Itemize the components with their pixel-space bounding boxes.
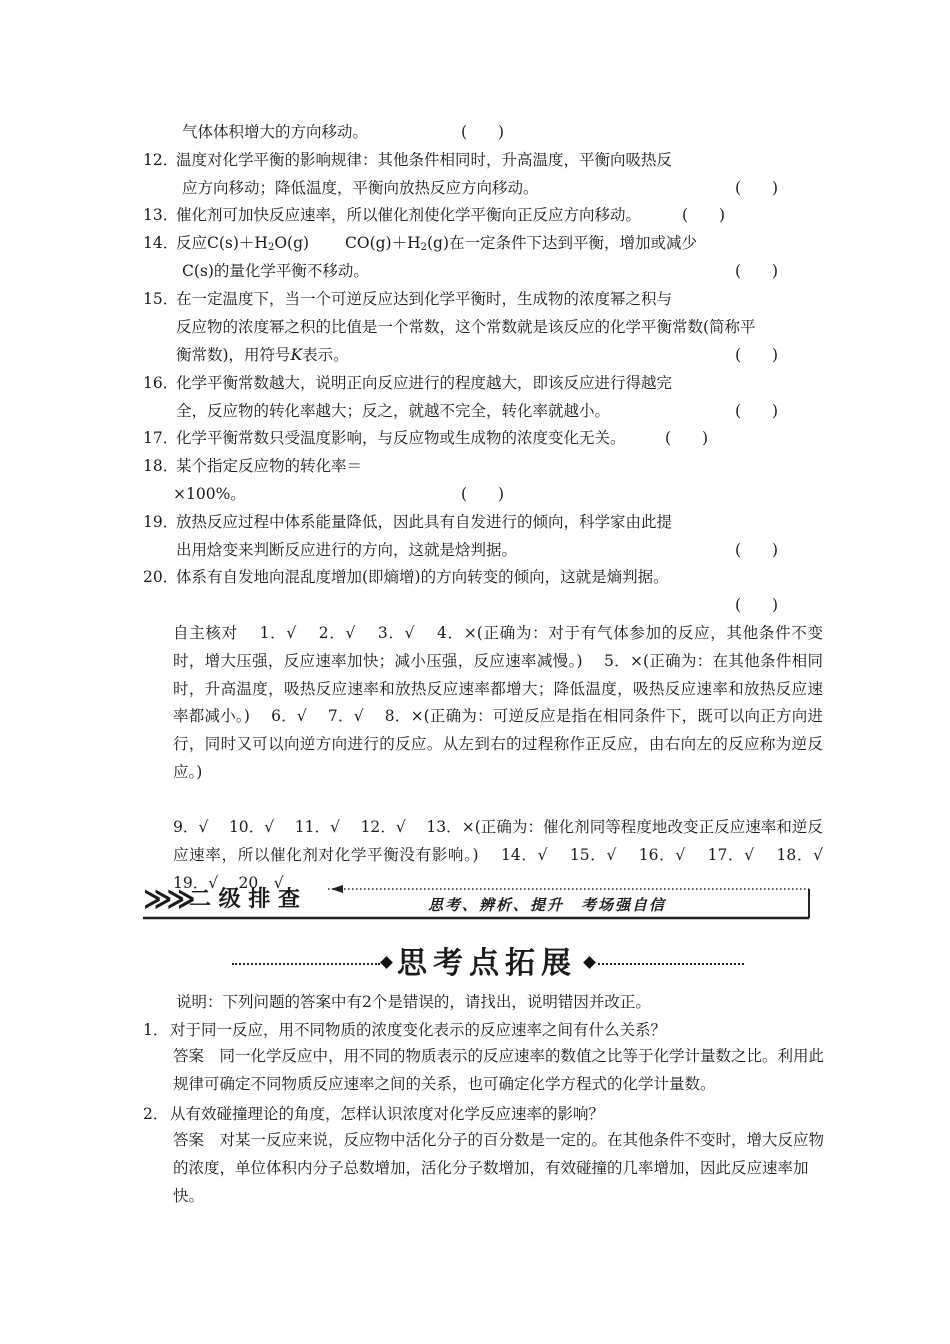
- item-18-number: 18．: [143, 457, 179, 475]
- question-1-text: 对于同一反应，用不同物质的浓度变化表示的反应速率之间有什么关系？: [170, 1021, 667, 1039]
- section-title: 思考点拓展: [397, 946, 577, 981]
- item-18-line-2: ×100%。: [173, 485, 246, 503]
- section-banner: [143, 882, 813, 920]
- item-14-condition: (g)在一定条件下达到平衡，增加或减少: [426, 234, 698, 252]
- item-14-reactant-water: O(g): [274, 234, 310, 252]
- item-19-line-2: 出用焓变来判断反应进行的方向，这就是焓判据。: [176, 541, 518, 559]
- item-15-line-1: 在一定温度下，当一个可逆反应达到化学平衡时，生成物的浓度幂之积与: [176, 290, 673, 308]
- item-13-number: 13．: [143, 206, 179, 224]
- answer-bracket-14: ( ): [735, 262, 779, 280]
- answer-bracket-17: ( ): [665, 429, 709, 447]
- answer-bracket-16: ( ): [735, 402, 779, 420]
- item-11-line-2: 气体体积增大的方向移动。: [182, 123, 369, 141]
- answer-bracket-13: ( ): [682, 206, 726, 224]
- answer-key-block-1: 自主核对 1．√ 2．√ 3．√ 4．×(正确为：对于有气体参加的反应，其他条件不变时，增大压强，反应速率加快；减小压强，反应速率减慢。) 5．×(正确为：在其他条件相同时，升高温度，吸热反应速率和放热反应速率都增大；降低温度，吸热反应速率和放热反应速率都减小。) 6．√ 7．√ 8．×(正确为：可逆反应是指在相同条件下，既可以向正方向进行，同时又可以向逆方向进行的反应。从左到右的过程称作正反应，由右向左的反应称为逆反应。): [173, 624, 823, 781]
- item-18-line-1: 某个指定反应物的转化率＝: [176, 457, 363, 475]
- title-dotted-line-right: [598, 963, 744, 965]
- item-15-line-3-text: 衡常数)，用符号: [176, 346, 291, 364]
- item-16-number: 16．: [143, 374, 179, 392]
- item-12-number: 12．: [143, 151, 179, 169]
- item-16-line-2: 全，反应物的转化率越大；反之，就越不完全，转化率就越小。: [176, 402, 611, 420]
- answer-2-text: 答案 对某一反应来说，反应物中活化分子的百分数是一定的。在其他条件不变时，增大反应物的浓度，单位体积内分子总数增加，活化分子数增加，有效碰撞的几率增加，因此反应速率加快。: [173, 1131, 825, 1205]
- banner-slogan: 思考、辨析、提升 考场强自信: [428, 896, 667, 914]
- item-20-line-1: 体系有自发地向混乱度增加(即熵增)的方向转变的倾向，这就是熵判据。: [176, 568, 669, 586]
- item-15-number: 15．: [143, 290, 179, 308]
- item-12-line-1: 温度对化学平衡的影响规律：其他条件相同时，升高温度，平衡向吸热反: [176, 151, 673, 169]
- symbol-k: K: [290, 346, 303, 364]
- subscript-2: 2: [267, 242, 275, 253]
- answer-bracket-20: ( ): [735, 596, 779, 614]
- item-13-line-1: 催化剂可加快反应速率，所以催化剂使化学平衡向正反应方向移动。: [176, 206, 642, 224]
- item-17-line-1: 化学平衡常数只受温度影响，与反应物或生成物的浓度变化无关。: [176, 429, 626, 447]
- question-2-number: 2．: [143, 1105, 169, 1123]
- item-14-line-2: C(s)的量化学平衡不移动。: [182, 262, 369, 280]
- item-14-line-1-rest: [345, 233, 697, 258]
- diamond-icon-left: [380, 956, 393, 969]
- question-2-text: 从有效碰撞理论的角度，怎样认识浓度对化学反应速率的影响？: [170, 1105, 605, 1123]
- answer-1-text: 答案 同一化学反应中，用不同的物质表示的反应速率的数值之比等于化学计量数之比。利用此规律可确定不同物质反应速率之间的关系，也可确定化学方程式的化学计量数。: [173, 1047, 825, 1093]
- title-dotted-line-left: [232, 963, 380, 965]
- item-14-number: 14．: [143, 234, 179, 252]
- item-20-number: 20．: [143, 568, 179, 586]
- answer-bracket-12: ( ): [735, 179, 779, 197]
- answer-key-block-2: 9．√ 10．√ 11．√ 12．√ 13．×(正确为：催化剂同等程度地改变正反应速率和逆反应速率，所以催化剂对化学平衡没有影响。) 14．√ 15．√ 16．√ 17．√ 18．√ 19．√ 20．√: [173, 818, 844, 892]
- item-15-line-3: [176, 345, 349, 365]
- answer-bracket-11: ( ): [461, 123, 505, 141]
- double-chevron-icon: ≫≫: [143, 882, 190, 915]
- item-15-line-3-end: 表示。: [302, 346, 349, 364]
- banner-title: 二 级 排 查: [189, 887, 300, 912]
- item-12-line-2: 应方向移动；降低温度，平衡向放热反应方向移动。: [182, 179, 539, 197]
- item-15-line-2: 反应物的浓度幂之积的比值是一个常数，这个常数就是该反应的化学平衡常数(简称平: [176, 318, 756, 336]
- item-14-products: CO(g)＋H: [345, 234, 421, 252]
- item-17-number: 17．: [143, 429, 179, 447]
- section-title-block: [232, 944, 752, 984]
- answer-bracket-19: ( ): [735, 541, 779, 559]
- item-14-line-1: [176, 233, 309, 258]
- item-16-line-1: 化学平衡常数越大，说明正向反应进行的程度越大，即该反应进行得越完: [176, 374, 673, 392]
- answer-bracket-15: ( ): [735, 346, 779, 364]
- item-19-line-1: 放热反应过程中体系能量降低，因此具有自发进行的倾向，科学家由此提: [176, 513, 673, 531]
- answer-bracket-18: ( ): [461, 485, 505, 503]
- subscript-2: 2: [420, 242, 427, 253]
- instructions-note: 说明：下列问题的答案中有2个是错误的，请找出，说明错因并改正。: [176, 993, 651, 1011]
- diamond-icon-right: [583, 956, 596, 969]
- question-1-number: 1．: [143, 1021, 169, 1039]
- item-14-reactants: 反应C(s)＋H: [176, 234, 268, 252]
- item-19-number: 19．: [143, 513, 179, 531]
